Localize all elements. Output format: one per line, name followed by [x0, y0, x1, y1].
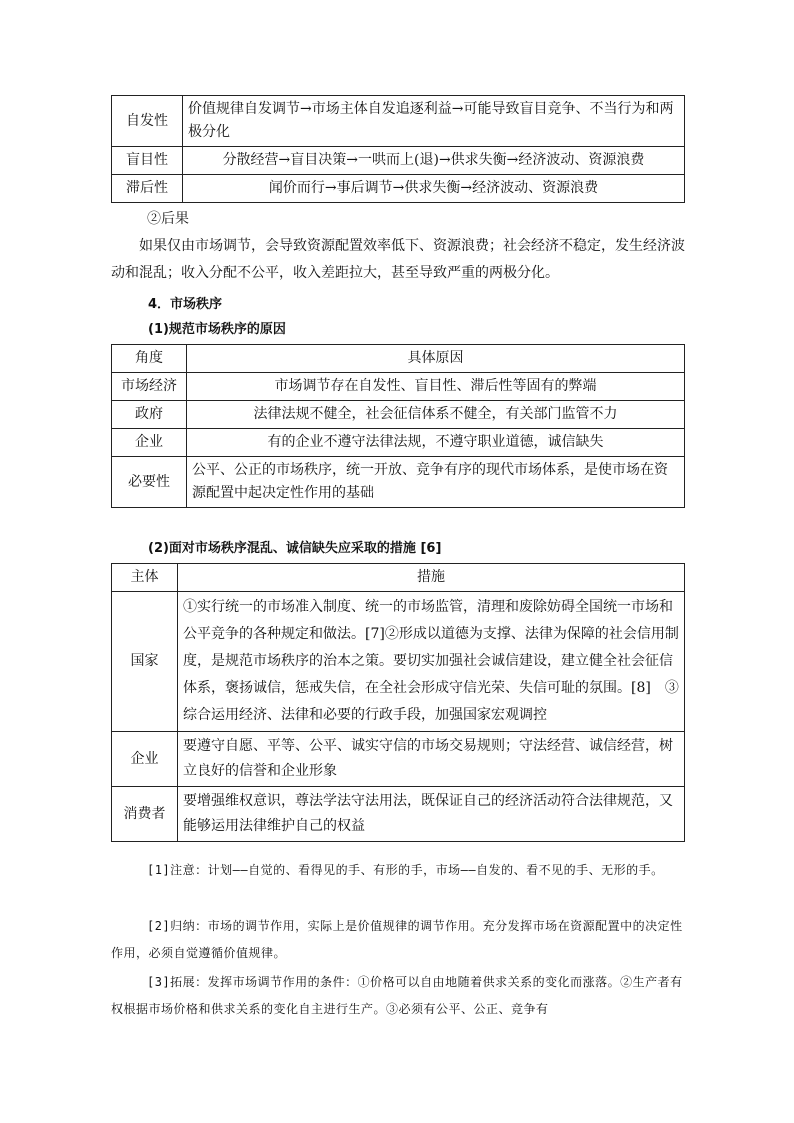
row-text: 闻价而行→事后调节→供求失衡→经济波动、资源浪费 — [183, 175, 685, 203]
row-label: 国家 — [112, 592, 178, 732]
table-row — [112, 175, 685, 203]
section-title: 4．市场秩序 — [148, 297, 223, 312]
table-row — [112, 457, 685, 508]
consequence-text: 如果仅由市场调节，会导致资源配置效率低下、资源浪费；社会经济不稳定，发生经济波动和混乱；收入分配不公平，收入差距拉大，甚至导致严重的两极分化。 — [111, 238, 685, 281]
row-label: 消费者 — [112, 787, 178, 842]
row-text: ①实行统一的市场准入制度、统一的市场监管，清理和废除妨碍全国统一市场和公平竞争的各种规定和做法。[7]②形成以道德为支撑、法律为保障的社会信用制度，是规范市场秩序的治本之策。要切实加强社会诚信建设，建立健全社会征信体系，褒扬诚信，惩戒失信，在全社会形成守信光荣、失信可耻的氛围。[8] ③综合运用经济、法律和必要的行政手段，加强国家宏观调控 — [178, 592, 685, 732]
market-order-reasons-table — [111, 344, 685, 508]
row-text: 法律法规不健全，社会征信体系不健全，有关部门监管不力 — [187, 401, 685, 429]
row-label: 盲目性 — [112, 147, 183, 175]
subsection-title-2-text: (2)面对市场秩序混乱、诚信缺失应采取的措施 — [148, 541, 416, 556]
market-defects-table — [111, 95, 685, 203]
row-text: 分散经营→盲目决策→一哄而上(退)→供求失衡→经济波动、资源浪费 — [183, 147, 685, 175]
row-label: 必要性 — [112, 457, 187, 508]
row-label: 滞后性 — [112, 175, 183, 203]
row-text: 要遵守自愿、平等、公平、诚实守信的市场交易规则；守法经营、诚信经营，树立良好的信誉和企业形象 — [178, 732, 685, 787]
column-header: 主体 — [112, 564, 178, 592]
row-text: 公平、公正的市场秩序，统一开放、竞争有序的现代市场体系，是使市场在资源配置中起决定性作用的基础 — [187, 457, 685, 508]
row-label: 企业 — [112, 429, 187, 457]
subsection-title-1: (1)规范市场秩序的原因 — [148, 322, 286, 337]
table-row — [112, 373, 685, 401]
note-1: [1]注意：计划——自觉的、看得见的手、有形的手，市场——自发的、看不见的手、无形的手。 — [147, 863, 664, 877]
footnote-ref: [6] — [420, 541, 442, 556]
row-text: 有的企业不遵守法律法规，不遵守职业道德，诚信缺失 — [187, 429, 685, 457]
table-row — [112, 401, 685, 429]
table-row — [112, 96, 685, 147]
note-2: [2]归纳：市场的调节作用，实际上是价值规律的调节作用。充分发挥市场在资源配置中的决定性作用，必须自觉遵循价值规律。 — [111, 919, 683, 960]
row-label: 政府 — [112, 401, 187, 429]
measures-table — [111, 563, 685, 842]
row-label: 企业 — [112, 732, 178, 787]
table-row — [112, 429, 685, 457]
table-row — [112, 787, 685, 842]
subsection-title-2 — [148, 537, 441, 556]
row-text: 价值规律自发调节→市场主体自发追逐利益→可能导致盲目竞争、不当行为和两极分化 — [183, 96, 685, 147]
row-label: 自发性 — [112, 96, 183, 147]
row-text: 市场调节存在自发性、盲目性、滞后性等固有的弊端 — [187, 373, 685, 401]
column-header: 角度 — [112, 345, 187, 373]
table-row — [112, 592, 685, 732]
note-3: [3]拓展：发挥市场调节作用的条件：①价格可以自由地随着供求关系的变化而涨落。②生产者有权根据市场价格和供求关系的变化自主进行生产。③必须有公平、公正、竞争有 — [111, 975, 683, 1016]
consequence-heading: ②后果 — [147, 211, 189, 227]
table-header-row — [112, 345, 685, 373]
column-header: 具体原因 — [187, 345, 685, 373]
table-row — [112, 147, 685, 175]
column-header: 措施 — [178, 564, 685, 592]
row-label: 市场经济 — [112, 373, 187, 401]
table-row — [112, 732, 685, 787]
row-text: 要增强维权意识，尊法学法守法用法，既保证自己的经济活动符合法律规范，又能够运用法律维护自己的权益 — [178, 787, 685, 842]
table-header-row — [112, 564, 685, 592]
